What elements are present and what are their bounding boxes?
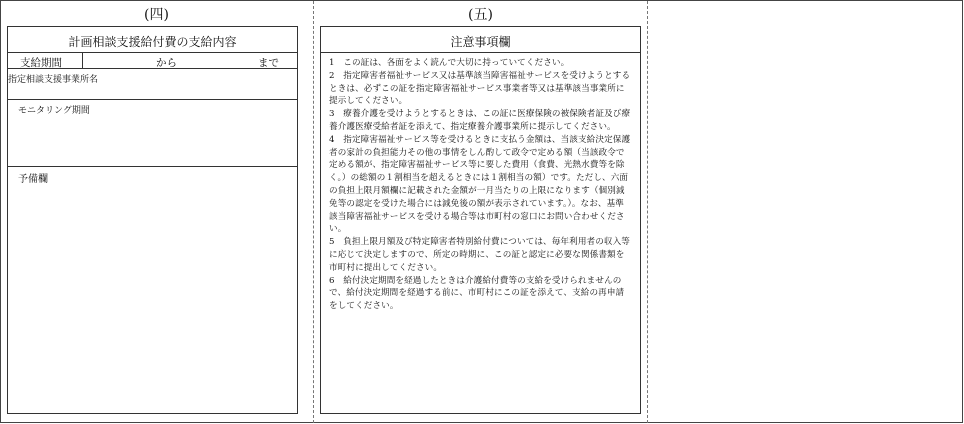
period-divider — [82, 52, 83, 68]
panel-5-box — [320, 26, 641, 414]
panel-4-title: 計画相談支援給付費の支給内容 — [68, 35, 237, 49]
note-2: 2 指定障害者福祉サービス又は基準該当障害福祉サービスを受けようとするときは、必ずこの証を指定障害福祉サービス事業者等又は基準該当事業所に提示してください。 — [329, 70, 631, 107]
fold-line-1 — [313, 1, 314, 423]
fold-line-2 — [647, 1, 648, 423]
note-4: 4 指定障害福祉サービス等を受けるときに支払う金額は、当該支給決定保護者の家計の負担能力その他の事情をしん酌して政令で定める額（当該政令で定める額が、指定障害福祉サービス等に要した費用（食費、光熱水費等を除く。）の総額の１割相当を超えるときには１割相当の額）です。ただし、六面の負担上限月額欄に記載された金額が一月当たりの上限になります（個別減免等の認定を受けた場合には減免後の額が表示されています。）。なお、基準該当障害福祉サービスを受ける場合等は市町村の窓口にお問い合わせください。 — [329, 134, 631, 235]
period-row-bottom — [8, 68, 297, 69]
notes-title-divider — [321, 52, 640, 53]
note-1: 1 この証は、各面をよく読んで大切に持っていてください。 — [329, 58, 570, 68]
period-label: 支給期間 — [20, 57, 62, 69]
period-to: まで — [258, 57, 279, 69]
monitoring-label: モニタリング期間 — [18, 106, 90, 116]
notes-list — [329, 57, 632, 313]
reserve-label: 予備欄 — [18, 174, 48, 185]
panel-5-label: (五) — [468, 7, 493, 23]
office-label: 指定相談支援事業所名 — [8, 75, 99, 85]
panel-5-title: 注意事項欄 — [450, 35, 511, 49]
note-5: 5 負担上限月額及び特定障害者特別給付費については、毎年利用者の収入等に応じて決定しますので、所定の時期に、この証と認定に必要な関係書類を市町村に提出してください。 — [329, 237, 630, 273]
title-divider — [8, 52, 297, 53]
office-row-bottom — [8, 99, 297, 100]
panel-4-label: (四) — [144, 7, 169, 23]
note-6: 6 給付決定期間を経過したときは介護給付費等の支給を受けられませんので、給付決定期間を経過する前に、市町村にこの証を添えて、支給の再申請をしてください。 — [329, 275, 625, 312]
note-3: 3 療養介護を受けようとするときは、この証に医療保険の被保険者証及び療養介護医療受給者証を添えて、指定療養介護事業所に提示してください。 — [329, 109, 631, 132]
monitoring-row-bottom — [8, 166, 297, 167]
panel-4-box — [7, 26, 298, 414]
period-from: から — [156, 57, 177, 69]
